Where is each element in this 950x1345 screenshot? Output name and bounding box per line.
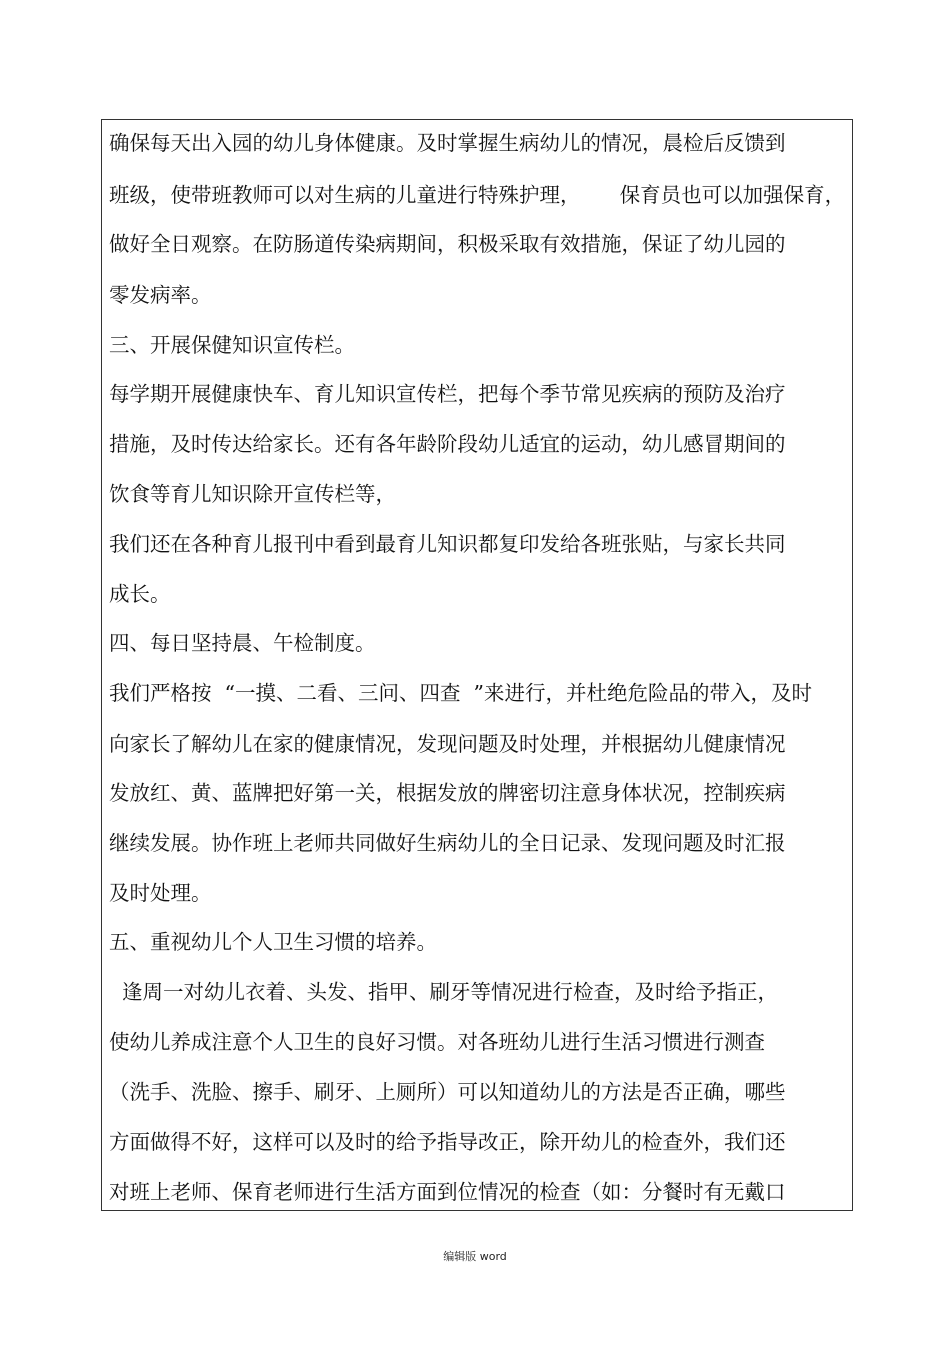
text-line: 班级，使带班教师可以对生病的儿童进行特殊护理， 保育员也可以加强保育， xyxy=(109,183,846,207)
section-heading: 五、重视幼儿个人卫生习惯的培养。 xyxy=(109,930,437,954)
text-line: 发放红、黄、蓝牌把好第一关，根据发放的牌密切注意身体状况，控制疾病 xyxy=(109,781,786,805)
text-line: 我们还在各种育儿报刊中看到最育儿知识都复印发给各班张贴，与家长共同 xyxy=(109,532,786,556)
section-heading: 三、开展保健知识宣传栏。 xyxy=(109,333,355,357)
text-line: 饮食等育儿知识除开宣传栏等， xyxy=(109,482,396,506)
text-line: 向家长了解幼儿在家的健康情况，发现问题及时处理，并根据幼儿健康情况 xyxy=(109,732,786,756)
text-line: 我们严格按 “一摸、二看、三问、四查 ”来进行，并杜绝危险品的带入，及时 xyxy=(109,681,813,705)
text-line: 继续发展。协作班上老师共同做好生病幼儿的全日记录、发现问题及时汇报 xyxy=(109,831,786,855)
section-heading: 四、每日坚持晨、午检制度。 xyxy=(109,631,376,655)
text-line: 使幼儿养成注意个人卫生的良好习惯。对各班幼儿进行生活习惯进行测查 xyxy=(109,1030,765,1054)
page-footer: 编辑版 word xyxy=(443,1250,507,1263)
text-line: 做好全日观察。在防肠道传染病期间，积极采取有效措施，保证了幼儿园的 xyxy=(109,232,786,256)
text-line: 确保每天出入园的幼儿身体健康。及时掌握生病幼儿的情况，晨检后反馈到 xyxy=(109,131,786,155)
text-line: （洗手、洗脸、擦手、刷牙、上厕所）可以知道幼儿的方法是否正确，哪些 xyxy=(109,1080,786,1104)
text-line: 成长。 xyxy=(109,582,171,606)
text-line: 及时处理。 xyxy=(109,881,212,905)
text-line: 每学期开展健康快车、育儿知识宣传栏，把每个季节常见疾病的预防及治疗 xyxy=(109,382,786,406)
content-frame xyxy=(101,119,853,1211)
text-line: 方面做得不好，这样可以及时的给予指导改正，除开幼儿的检查外，我们还 xyxy=(109,1130,786,1154)
text-line: 对班上老师、保育老师进行生活方面到位情况的检查（如：分餐时有无戴口 xyxy=(109,1180,786,1204)
text-line: 措施，及时传达给家长。还有各年龄阶段幼儿适宜的运动，幼儿感冒期间的 xyxy=(109,432,786,456)
text-line: 逢周一对幼儿衣着、头发、指甲、刷牙等情况进行检查，及时给予指正， xyxy=(109,980,779,1004)
text-line: 零发病率。 xyxy=(109,283,212,307)
